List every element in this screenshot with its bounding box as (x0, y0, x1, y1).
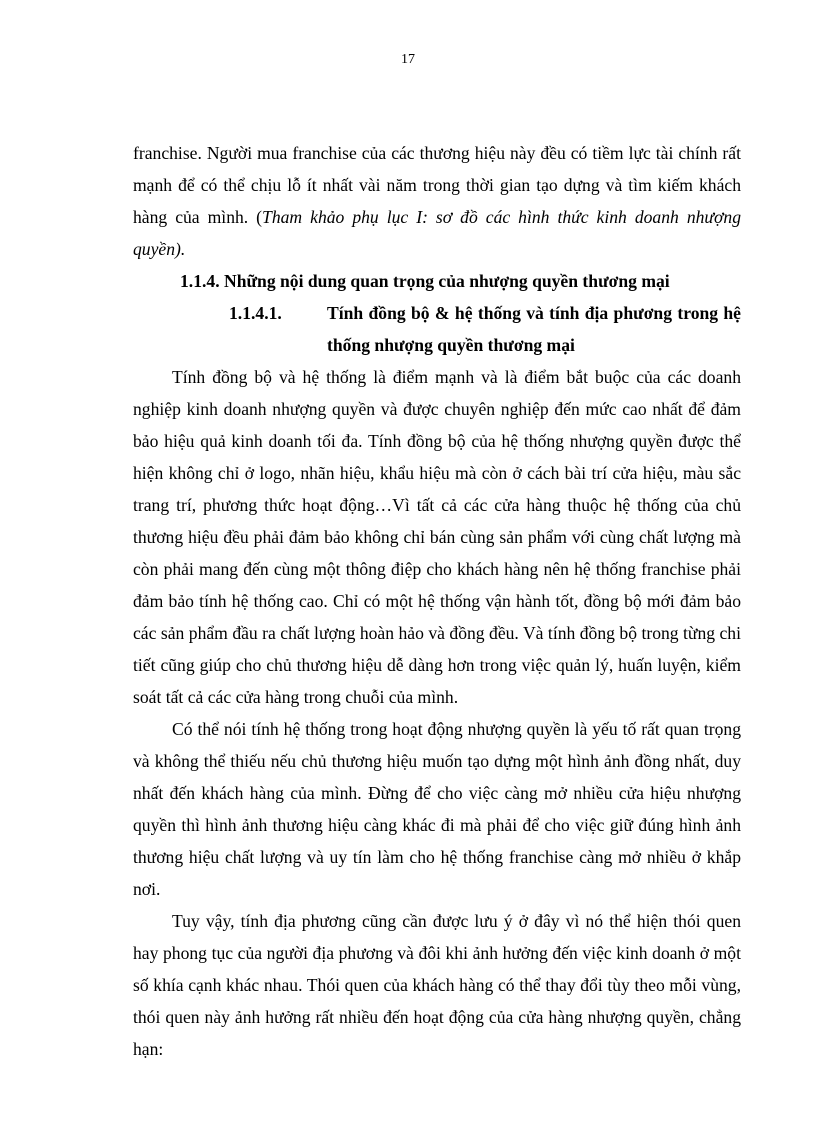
continuation-paragraph (133, 137, 741, 265)
appendix-reference: Tham khảo phụ lục I: sơ đồ các hình thức kinh doanh nhượng quyền). (133, 207, 742, 259)
body-paragraph-2: Có thể nói tính hệ thống trong hoạt động nhượng quyền là yếu tố rất quan trọng và không thể thiếu nếu chủ thương hiệu muốn tạo dựng một hình ảnh đồng nhất, duy nhất đến khách hàng của mình. Đừng để cho việc càng mở nhiều cửa hiệu nhượng quyền thì hình ảnh thương hiệu càng khác đi mà phải để cho việc giữ đúng hình ảnh thương hiệu chất lượng và uy tín làm cho hệ thống franchise càng mở nhiều ở khắp nơi. (133, 719, 741, 899)
body-paragraph-1: Tính đồng bộ và hệ thống là điểm mạnh và là điểm bắt buộc của các doanh nghiệp kinh doanh nhượng quyền và được chuyên nghiệp đến mức cao nhất để đảm bảo hiệu quả kinh doanh tối đa. Tính đồng bộ của hệ thống nhượng quyền được thể hiện không chỉ ở logo, nhãn hiệu, khẩu hiệu mà còn ở cách bài trí cửa hiệu, màu sắc trang trí, phương thức hoạt động…Vì tất cả các cửa hàng thuộc hệ thống của chủ thương hiệu đều phải đảm bảo không chỉ bán cùng sản phẩm với cùng chất lượng mà còn phải mang đến cùng một thông điệp cho khách hàng nên hệ thống franchise phải đảm bảo tính hệ thống cao. Chỉ có một hệ thống vận hành tốt, đồng bộ mới đảm bảo các sản phẩm đầu ra chất lượng hoàn hảo và đồng đều. Và tính đồng bộ trong từng chi tiết cũng giúp cho chủ thương hiệu dễ dàng hơn trong việc quản lý, huấn luyện, kiểm soát tất cả các cửa hàng trong chuỗi của mình. (133, 367, 741, 707)
document-body (133, 137, 741, 1065)
subsection-title: Tính đồng bộ & hệ thống và tính địa phương trong hệ thống nhượng quyền thương mại (327, 303, 741, 355)
page-number: 17 (401, 52, 415, 67)
subsection-heading (133, 297, 741, 361)
subsection-number: 1.1.4.1. (229, 303, 282, 323)
section-heading: 1.1.4. Những nội dung quan trọng của nhượng quyền thương mại (180, 271, 670, 291)
continuation-text: franchise. Người mua franchise của các thương hiệu này đều có tiềm lực tài chính rất mạnh để có thể chịu lỗ ít nhất vài năm trong thời gian tạo dựng và tìm kiếm khách hàng của mình. ( (133, 143, 741, 227)
body-paragraph-3: Tuy vậy, tính địa phương cũng cần được lưu ý ở đây vì nó thể hiện thói quen hay phong tục của người địa phương và đôi khi ảnh hưởng đến việc kinh doanh ở một số khía cạnh khác nhau. Thói quen của khách hàng có thể thay đổi tùy theo mỗi vùng, thói quen này ảnh hưởng rất nhiều đến hoạt động của cửa hàng nhượng quyền, chẳng hạn: (133, 911, 741, 1059)
